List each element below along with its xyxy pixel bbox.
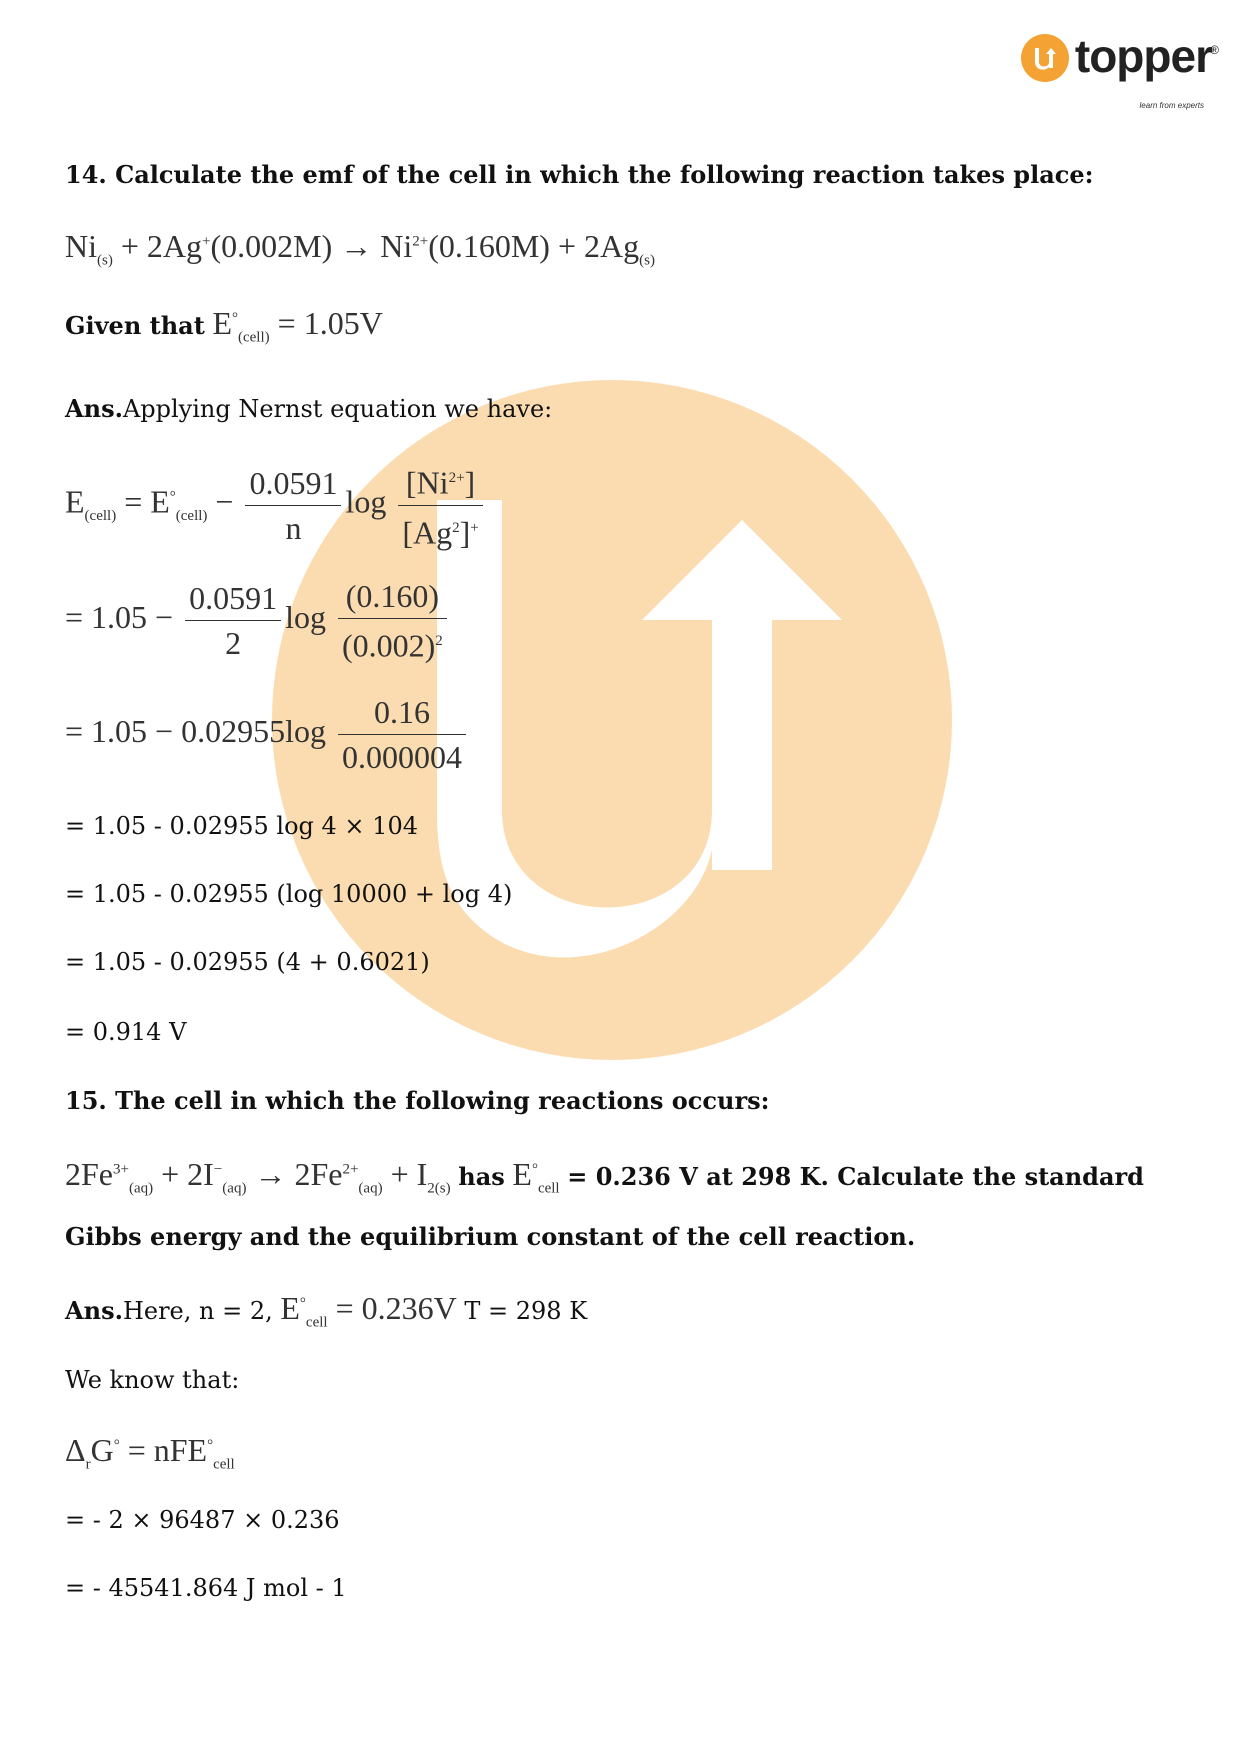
q14-answer-intro <box>65 394 552 423</box>
given-label: Given that <box>65 311 205 340</box>
calc-result: = 0.914 V <box>65 1018 187 1046</box>
calc-line-5: = 1.05 - 0.02955 (log 10000 + log 4) <box>65 880 513 908</box>
q15-reaction-line <box>65 1156 1144 1197</box>
given-value: $E^\circ_{(cell)} = 1.05V$ <box>212 305 383 346</box>
q15-answer-given <box>65 1290 587 1331</box>
calc-line-4: = 1.05 - 0.02955 log 4 × 104 <box>65 812 418 840</box>
nernst-step-2: = 1.05 − $\frac{0.0591}{2}$ log $\frac{(0.160)}{(0.002)^2}$ <box>65 574 451 668</box>
gibbs-calc-1: = - 2 × 96487 × 0.236 <box>65 1506 340 1534</box>
q15-question: 15. The cell in which the following reactions occurs: <box>65 1086 770 1115</box>
ans-label: Ans. <box>65 394 123 423</box>
nernst-equation: $E_{(cell)} = E^\circ_{(cell)}$ − $\frac{0.0591}{n}$ log $\frac{[Ni^{2+}]}{[Ag^2]^+}$ <box>65 456 487 554</box>
calc-line-6: = 1.05 - 0.02955 (4 + 0.6021) <box>65 948 430 976</box>
gibbs-calc-2: = - 45541.864 J mol - 1 <box>65 1574 347 1602</box>
ans-e-cell: $E^\circ_{cell} = 0.236V$ <box>280 1290 457 1331</box>
q15-reaction: $2Fe^{3+}_{(aq)} + 2I^-_{(aq)} \to 2Fe^{2+}_{(aq)} + I_{2(s)}$ <box>65 1156 451 1197</box>
logo-badge-icon <box>1021 34 1069 82</box>
logo-tagline: learn from experts <box>1139 101 1204 110</box>
q14-reaction: $Ni_{(s)} + 2Ag^+(0.002M) \to Ni^{2+}(0.160M) + 2Ag_{(s)}$ <box>65 228 655 269</box>
q15-condition-2: Gibbs energy and the equilibrium constant of the cell reaction. <box>65 1222 916 1251</box>
ans-label-15: Ans. <box>65 1296 123 1325</box>
registered-mark: ® <box>1210 43 1218 57</box>
ans-here: Here, n = 2, <box>122 1297 273 1325</box>
gibbs-formula: $\Delta_rG^\circ = nFE^\circ_{cell}$ <box>65 1432 235 1473</box>
topper-logo[interactable] <box>1021 28 1218 110</box>
we-know: We know that: <box>65 1366 240 1394</box>
has-label: has <box>458 1162 505 1191</box>
logo-wordmark: topper <box>1074 30 1212 82</box>
ans-temperature: T = 298 K <box>464 1297 588 1325</box>
e-cell-symbol: $E^\circ_{cell}$ <box>512 1156 560 1197</box>
ans-text: Applying Nernst equation we have: <box>122 395 553 423</box>
nernst-step-3: = 1.05 − 0.02955log $\frac{0.16}{0.000004}$ <box>65 690 470 779</box>
q14-question: 14. Calculate the emf of the cell in which the following reaction takes place: <box>65 160 1094 189</box>
q15-condition-1: = 0.236 V at 298 K. Calculate the standard <box>567 1162 1144 1191</box>
q14-given <box>65 305 383 346</box>
